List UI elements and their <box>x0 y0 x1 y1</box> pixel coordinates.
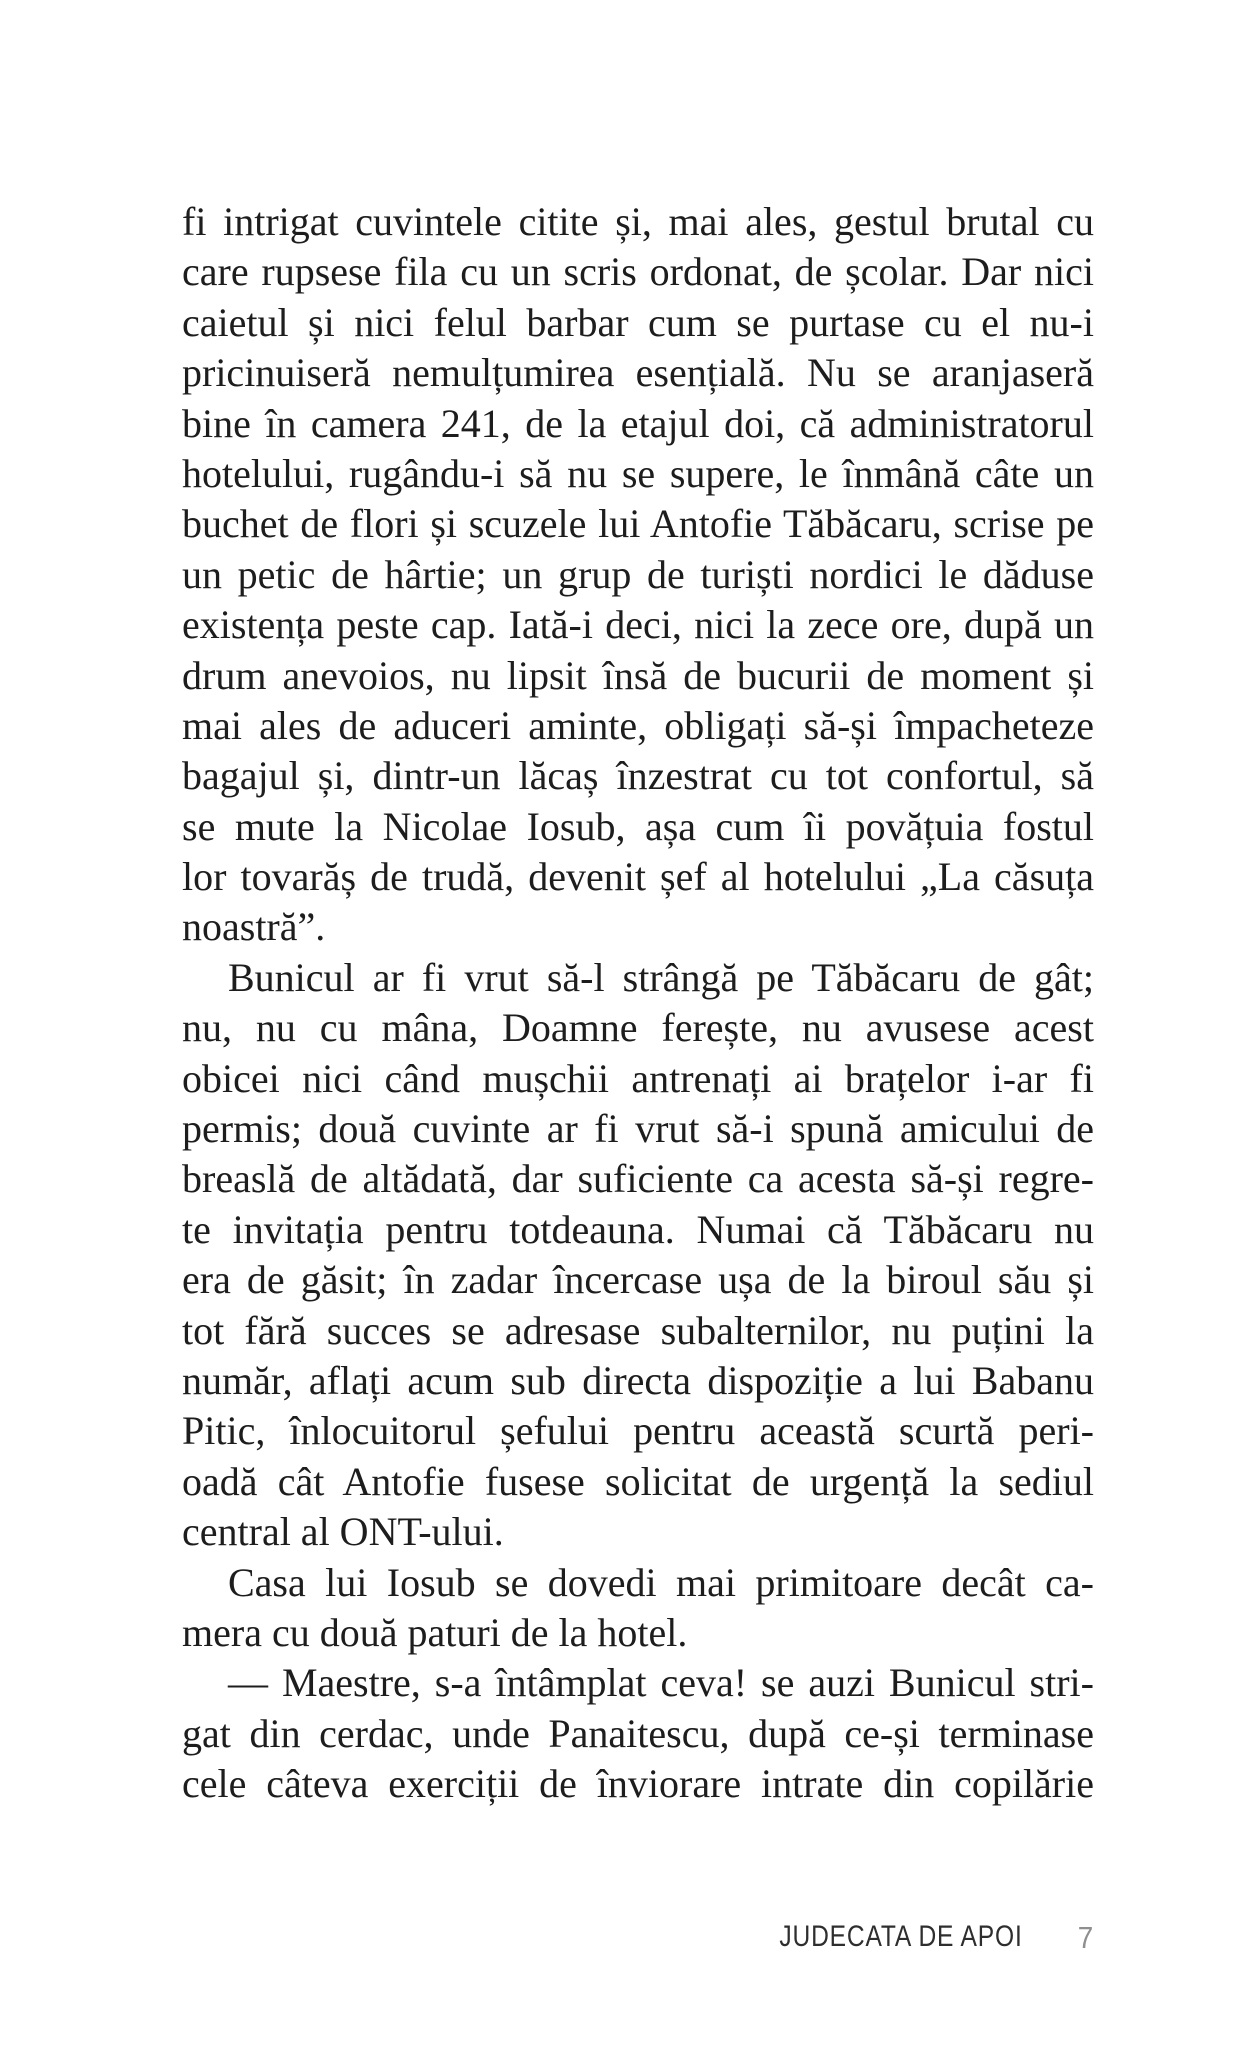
text-line: pricinuiseră nemulțumirea esențială. Nu se aranjaseră <box>182 350 1094 396</box>
text-line: se mute la Nicolae Iosub, așa cum îi povățuia fostul <box>182 803 1094 849</box>
text-line: breaslă de altădată, dar suficiente ca acesta să-și regre- <box>182 1156 1094 1202</box>
text-line: Bunicul ar fi vrut să-l strângă pe Tăbăcaru de gât; <box>228 954 1094 1000</box>
text-line: lor tovarăș de trudă, devenit șef al hotelului „La căsuța <box>182 854 1094 900</box>
text-line: noastră”. <box>182 904 326 950</box>
text-line: mera cu două paturi de la hotel. <box>182 1609 688 1655</box>
text-line: permis; două cuvinte ar fi vrut să-i spună amicului de <box>182 1106 1094 1152</box>
text-line: drum anevoios, nu lipsit însă de bucurii de moment și <box>182 652 1094 698</box>
text-line: te invitația pentru totdeauna. Numai că Tăbăcaru nu <box>182 1206 1094 1252</box>
text-line: cele câteva exerciții de înviorare intrate din copilărie <box>182 1761 1094 1807</box>
text-line: caietul și nici felul barbar cum se purtase cu el nu-i <box>182 299 1094 345</box>
text-line: central al ONT-ului. <box>182 1509 504 1555</box>
page-number: 7 <box>1077 1920 1093 1955</box>
text-line: buchet de flori și scuzele lui Antofie Tăbăcaru, scrise pe <box>182 501 1094 547</box>
text-line: existența peste cap. Iată-i deci, nici la zece ore, după un <box>182 602 1094 648</box>
text-line: tot fără succes se adresase subalternilor, nu puțini la <box>182 1307 1094 1353</box>
text-line: bagajul și, dintr-un lăcaș înzestrat cu tot confortul, să <box>182 753 1094 799</box>
body-text <box>182 197 1094 1810</box>
text-line: care rupsese fila cu un scris ordonat, de școlar. Dar nici <box>182 249 1094 295</box>
text-line: era de găsit; în zadar încercase ușa de la biroul său și <box>182 1257 1094 1303</box>
text-line: Pitic, înlocuitorul șefului pentru această scurtă peri- <box>182 1408 1094 1454</box>
running-title: JUDECATA DE APOI <box>779 1920 1023 1953</box>
text-line: un petic de hârtie; un grup de turiști nordici le dăduse <box>182 551 1094 597</box>
text-line: oadă cât Antofie fusese solicitat de urgență la sediul <box>182 1458 1094 1504</box>
text-line: gat din cerdac, unde Panaitescu, după ce-și terminase <box>182 1710 1094 1756</box>
text-line: — Maestre, s-a întâmplat ceva! se auzi Bunicul stri- <box>228 1660 1094 1706</box>
text-line: nu, nu cu mâna, Doamne ferește, nu avusese acest <box>182 1005 1094 1051</box>
text-line: Casa lui Iosub se dovedi mai primitoare decât ca- <box>228 1559 1094 1605</box>
text-line: bine în camera 241, de la etajul doi, că administratorul <box>182 400 1094 446</box>
text-line: obicei nici când mușchii antrenați ai brațelor i-ar fi <box>182 1055 1094 1101</box>
text-line: hotelului, rugându-i să nu se supere, le înmână câte un <box>182 450 1094 496</box>
text-line: număr, aflați acum sub directa dispoziție a lui Babanu <box>182 1357 1094 1403</box>
text-line: fi intrigat cuvintele citite și, mai ales, gestul brutal cu <box>182 199 1094 244</box>
text-line: mai ales de aduceri aminte, obligați să-și împacheteze <box>182 702 1094 748</box>
